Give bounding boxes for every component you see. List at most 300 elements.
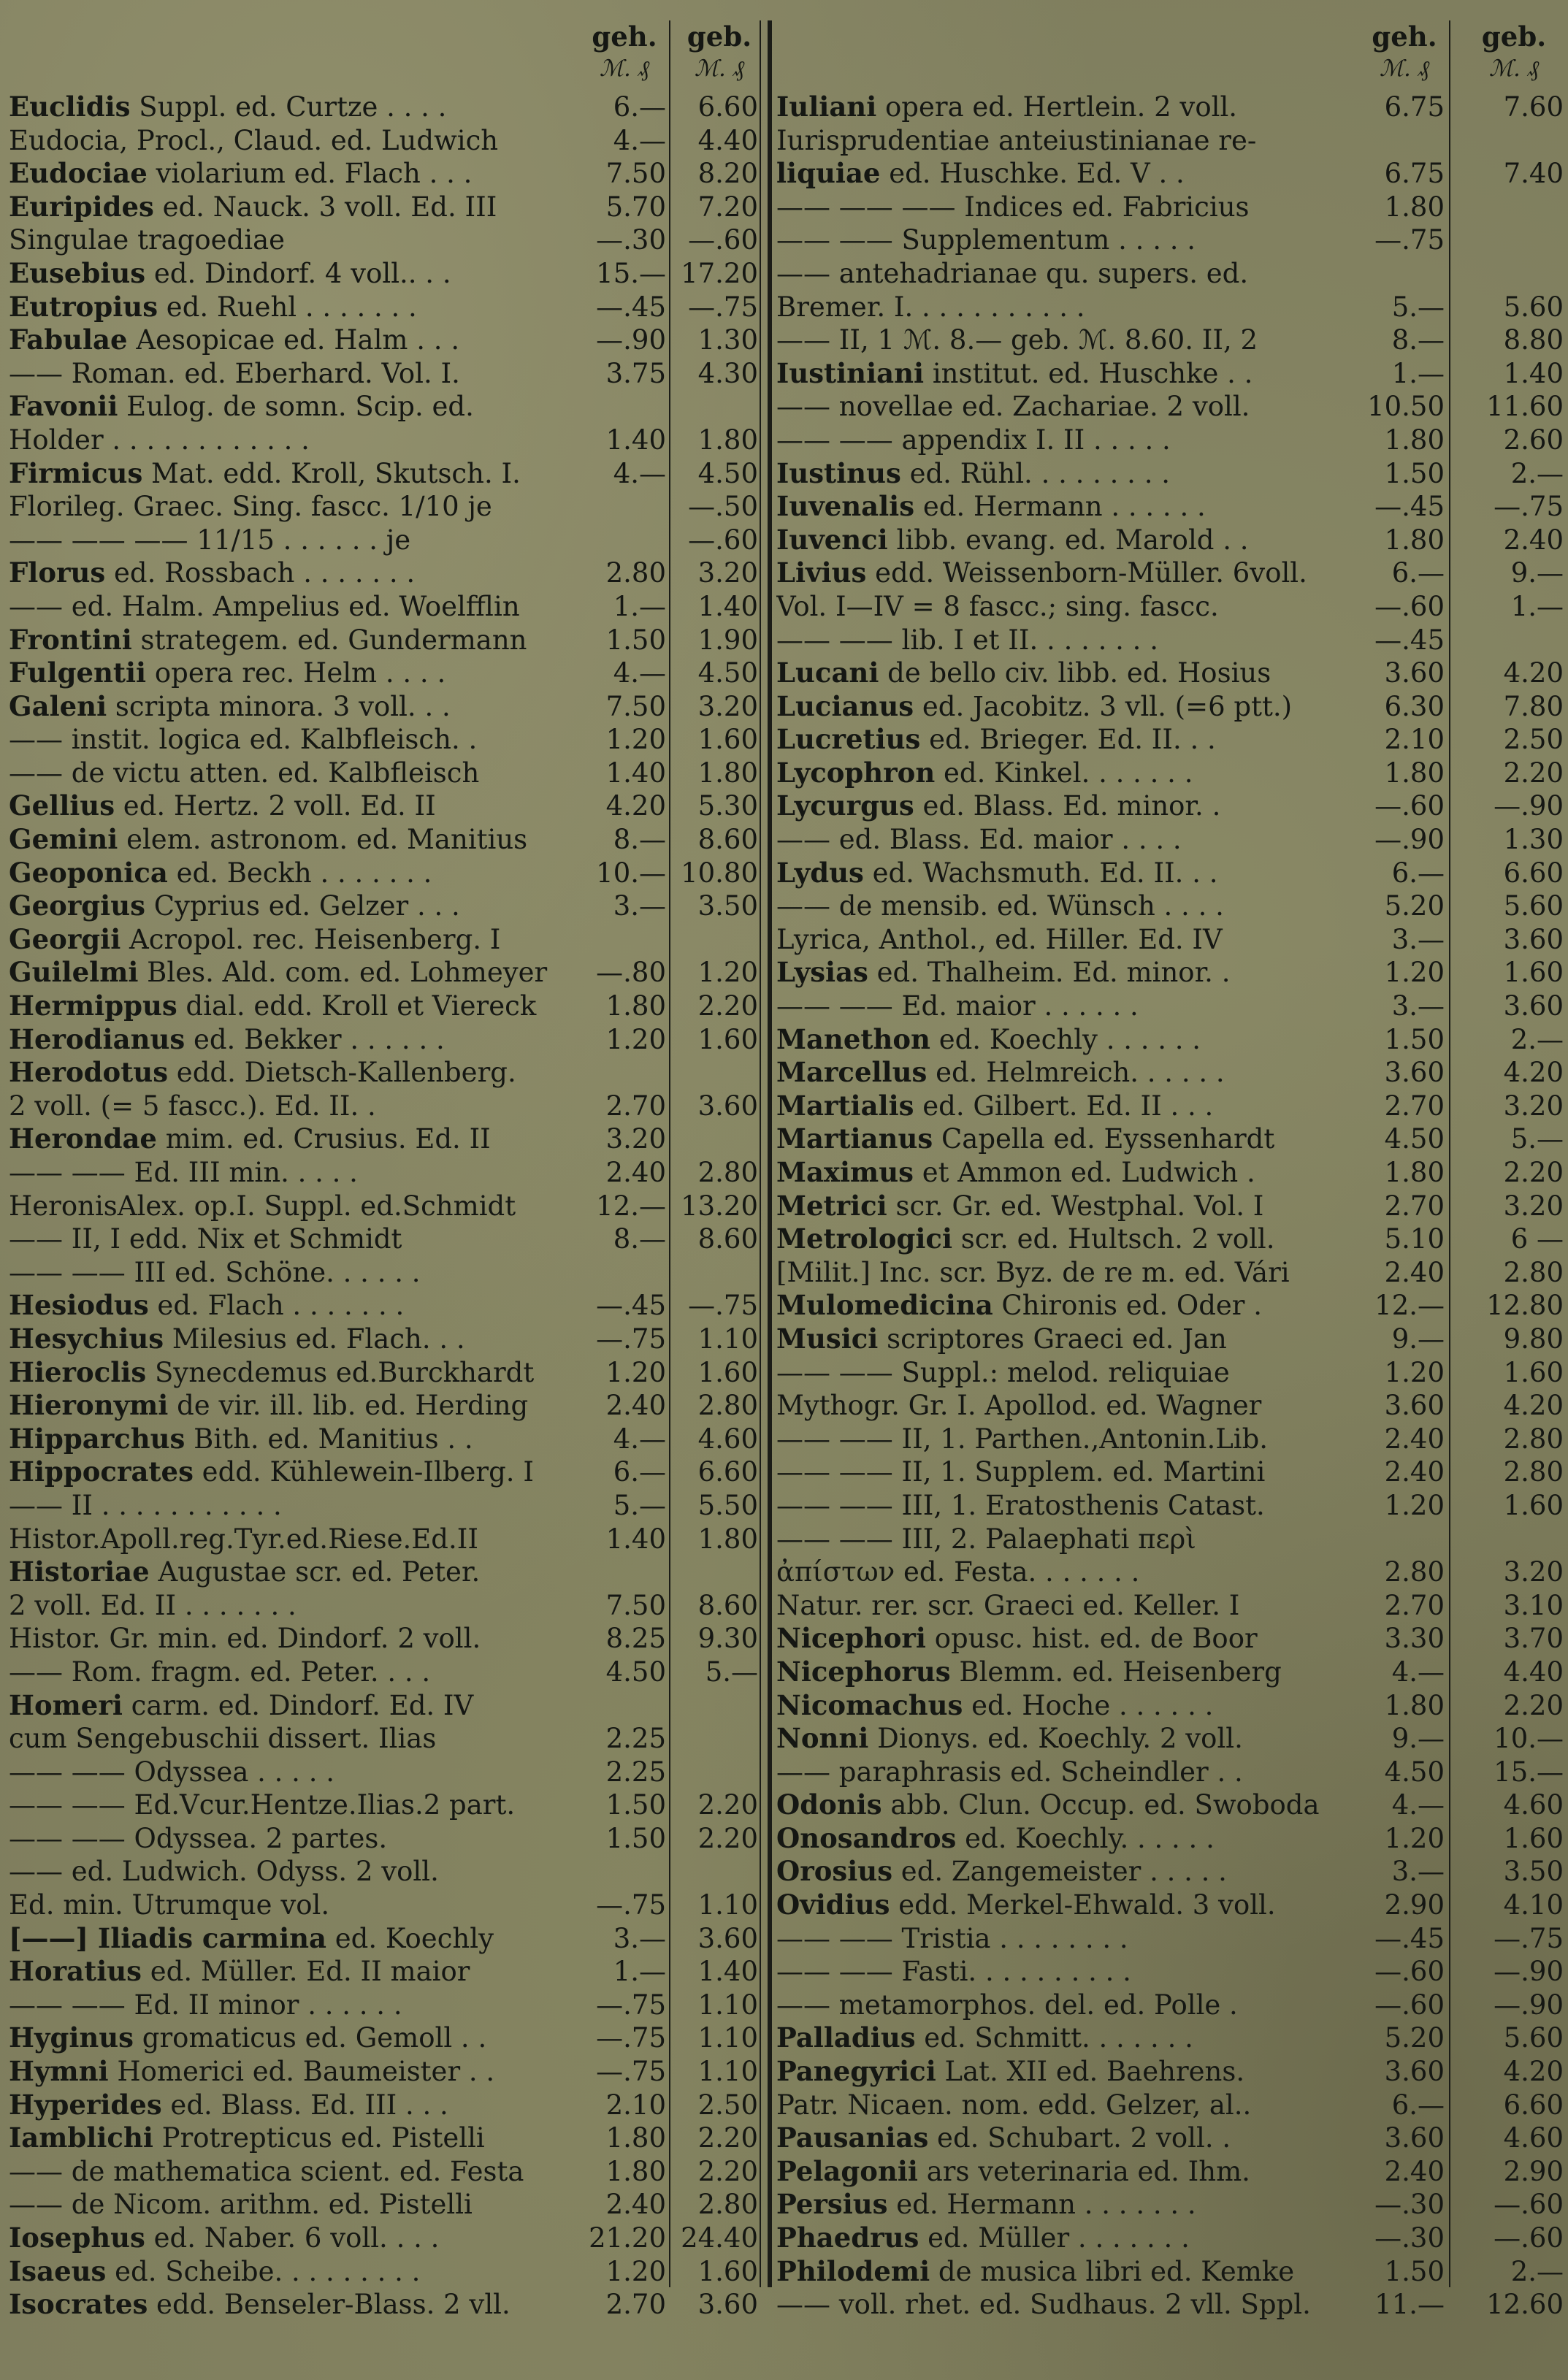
price-geb: 2.20 xyxy=(697,990,758,1022)
price-geb: —.75 xyxy=(1494,491,1564,523)
book-entry: Lucani de bello civ. libb. ed. Hosius xyxy=(776,657,1271,689)
price-geb: 10.80 xyxy=(681,857,758,889)
price-geh: 10.50 xyxy=(1367,391,1445,423)
price-geb: 2.20 xyxy=(697,2155,758,2187)
book-entry: Favonii Eulog. de somn. Scip. ed. xyxy=(9,390,474,423)
price-geb: 2.80 xyxy=(1503,1256,1564,1288)
price-geb: 3.60 xyxy=(697,2289,758,2321)
price-geb: 1.60 xyxy=(1503,1489,1564,1521)
price-geh: 1.80 xyxy=(1384,757,1445,789)
book-entry: Hippocrates edd. Kühlewein-Ilberg. I xyxy=(9,1455,534,1488)
price-geb: —.75 xyxy=(1494,1922,1564,1954)
catalog-row xyxy=(0,1822,767,1856)
left-price-list xyxy=(0,91,767,2322)
book-entry: Fulgentii opera rec. Helm . . . . xyxy=(9,657,446,689)
price-geh: 1.40 xyxy=(605,1523,666,1555)
price-geb: 2.50 xyxy=(697,2089,758,2121)
book-entry: Eusebius ed. Dindorf. 4 voll.. . . xyxy=(9,256,451,289)
price-geb: —.90 xyxy=(1494,1989,1564,2021)
catalog-row xyxy=(0,823,767,857)
price-geb: 4.60 xyxy=(697,1423,758,1455)
book-entry: —— —— III, 1. Eratosthenis Catast. xyxy=(776,1489,1265,1521)
catalog-row xyxy=(0,1222,767,1256)
price-geb: 6.60 xyxy=(697,91,758,123)
price-geb: —.75 xyxy=(688,291,758,323)
price-geb: 8.80 xyxy=(1503,324,1564,356)
catalog-row xyxy=(0,191,767,224)
price-geb: 2.80 xyxy=(1503,1423,1564,1455)
price-geh: 3.60 xyxy=(1384,1390,1445,1422)
price-geh: 21.20 xyxy=(589,2222,666,2254)
price-geb: 8.60 xyxy=(697,824,758,856)
price-geh: 2.40 xyxy=(1384,2155,1445,2187)
price-geb: 2.80 xyxy=(697,2189,758,2221)
price-geb: —.50 xyxy=(688,491,758,523)
price-geb: 4.20 xyxy=(1503,657,1564,689)
catalog-row xyxy=(0,1622,767,1656)
catalog-row xyxy=(773,2288,1568,2322)
catalog-row xyxy=(0,2021,767,2055)
book-entry: —— novellae ed. Zachariae. 2 voll. xyxy=(776,391,1250,423)
price-geh: 2.90 xyxy=(1384,1889,1445,1921)
book-entry: Phaedrus ed. Müller . . . . . . . xyxy=(776,2222,1190,2254)
book-entry: Singulae tragoediae xyxy=(9,224,286,256)
book-entry: Eudocia, Procl., Claud. ed. Ludwich xyxy=(9,124,499,156)
price-geh: —.45 xyxy=(596,291,666,323)
price-geh: 6.75 xyxy=(1384,91,1445,123)
price-geh: 2.25 xyxy=(605,1723,666,1755)
price-geh: 5.— xyxy=(1391,291,1445,323)
price-geb: —.60 xyxy=(688,224,758,256)
book-entry: Histor.Apoll.reg.Tyr.ed.Riese.Ed.II xyxy=(9,1523,478,1555)
price-geh: 1.50 xyxy=(605,624,666,656)
catalog-row xyxy=(0,1090,767,1123)
book-entry: Metrologici scr. ed. Hultsch. 2 voll. xyxy=(776,1222,1275,1255)
right-price-divider xyxy=(1449,20,1450,2287)
book-entry: Frontini strategem. ed. Gundermann xyxy=(9,623,527,656)
book-entry: Musici scriptores Graeci ed. Jan xyxy=(776,1322,1227,1355)
catalog-row xyxy=(0,1156,767,1190)
book-entry: Nicephorus Blemm. ed. Heisenberg xyxy=(776,1655,1282,1688)
price-geb: 4.30 xyxy=(697,357,758,389)
price-geb: 1.60 xyxy=(697,2255,758,2287)
book-entry: Hymni Homerici ed. Baumeister . . xyxy=(9,2055,495,2088)
price-geh: 5.10 xyxy=(1384,1223,1445,1255)
price-geh: 2.40 xyxy=(1384,1256,1445,1288)
price-geh: 4.— xyxy=(613,124,666,156)
book-entry: Guilelmi Bles. Ald. com. ed. Lohmeyer xyxy=(9,956,548,989)
book-entry: Hyginus gromaticus ed. Gemoll . . xyxy=(9,2021,487,2054)
book-entry: —— —— appendix I. II . . . . . xyxy=(776,424,1171,456)
price-geh: 8.25 xyxy=(605,1623,666,1655)
book-entry: Lyrica, Anthol., ed. Hiller. Ed. IV xyxy=(776,923,1223,955)
book-entry: Bremer. I. . . . . . . . . . . xyxy=(776,291,1085,323)
book-entry: —— —— —— 11/15 . . . . . . je xyxy=(9,524,411,556)
price-geb: 1.60 xyxy=(1503,1822,1564,1854)
price-geb: 1.60 xyxy=(1503,1356,1564,1388)
book-entry: Galeni scripta minora. 3 voll. . . xyxy=(9,689,451,722)
price-geb: 4.50 xyxy=(697,457,758,489)
price-geb: 5.50 xyxy=(697,1489,758,1521)
price-geh: 3.— xyxy=(613,1922,666,1954)
price-geh: —.45 xyxy=(596,1290,666,1322)
catalog-row xyxy=(0,524,767,557)
price-geb: 1.40 xyxy=(1503,357,1564,389)
book-entry: Firmicus Mat. edd. Kroll, Skutsch. I. xyxy=(9,456,521,489)
price-geh: 4.— xyxy=(613,1423,666,1455)
catalog-row xyxy=(0,490,767,524)
price-geb: 1.— xyxy=(1510,590,1564,622)
catalog-row xyxy=(0,324,767,357)
catalog-row xyxy=(0,590,767,624)
book-entry: Panegyrici Lat. XII ed. Baehrens. xyxy=(776,2055,1245,2088)
price-geb: 7.20 xyxy=(697,191,758,223)
catalog-row xyxy=(0,1256,767,1290)
book-entry: Florus ed. Rossbach . . . . . . . xyxy=(9,556,416,589)
book-entry: Onosandros ed. Koechly. . . . . . xyxy=(776,1821,1215,1854)
book-entry: —— —— lib. I et II. . . . . . . . xyxy=(776,624,1158,656)
book-entry: —— de mathematica scient. ed. Festa xyxy=(9,2155,524,2187)
catalog-row xyxy=(0,257,767,291)
price-geh: 1.50 xyxy=(1384,2255,1445,2287)
book-entry: —— paraphrasis ed. Scheindler . . xyxy=(776,1756,1243,1788)
price-geb: 1.40 xyxy=(697,590,758,622)
book-entry: Geoponica ed. Beckh . . . . . . . xyxy=(9,856,432,889)
price-geh: 1.80 xyxy=(1384,424,1445,456)
price-geh: 1.80 xyxy=(1384,524,1445,556)
price-geh: —.60 xyxy=(1374,1989,1445,2021)
price-geb: 4.50 xyxy=(697,657,758,689)
price-geh: 2.40 xyxy=(605,2189,666,2221)
book-entry: [Milit.] Inc. scr. Byz. de re m. ed. Vári xyxy=(776,1256,1290,1288)
price-geb: —.90 xyxy=(1494,790,1564,822)
book-entry: Lydus ed. Wachsmuth. Ed. II. . . xyxy=(776,856,1218,889)
book-entry: Iustinus ed. Rühl. . . . . . . . . xyxy=(776,456,1170,489)
book-entry: Lucianus ed. Jacobitz. 3 vll. (=6 ptt.) xyxy=(776,689,1293,722)
catalog-row xyxy=(0,2055,767,2089)
book-entry: Iamblichi Protrepticus ed. Pistelli xyxy=(9,2121,485,2154)
price-geb: 3.60 xyxy=(1503,990,1564,1022)
book-entry: —— —— II, 1. Supplem. ed. Martini xyxy=(776,1456,1266,1488)
price-geh: 5.— xyxy=(613,1489,666,1521)
catalog-row xyxy=(0,2089,767,2122)
book-entry: Martianus Capella ed. Eyssenhardt xyxy=(776,1122,1275,1155)
price-geh: 9.— xyxy=(1391,1723,1445,1755)
book-entry: Iosephus ed. Naber. 6 voll. . . . xyxy=(9,2222,440,2254)
book-entry: —— Rom. fragm. ed. Peter. . . . xyxy=(9,1656,431,1688)
book-entry: Livius edd. Weissenborn-Müller. 6voll. xyxy=(776,556,1307,589)
price-geh: 1.80 xyxy=(605,2155,666,2187)
price-geb: 1.80 xyxy=(697,1523,758,1555)
price-geb: 3.50 xyxy=(1503,1856,1564,1888)
catalog-row xyxy=(0,1889,767,1922)
price-geb: 3.20 xyxy=(697,557,758,589)
price-geh: 4.— xyxy=(1391,1656,1445,1688)
catalog-row xyxy=(0,889,767,923)
price-geb: 2.— xyxy=(1510,1023,1564,1055)
price-geb: 2.20 xyxy=(697,1789,758,1821)
price-geh: 4.— xyxy=(1391,1789,1445,1821)
price-geb: 4.60 xyxy=(1503,1789,1564,1821)
price-geh: —.75 xyxy=(596,2056,666,2088)
catalog-row xyxy=(0,1756,767,1789)
book-entry: —— de victu atten. ed. Kalbfleisch xyxy=(9,757,480,789)
book-entry: Florileg. Graec. Sing. fascc. 1/10 je xyxy=(9,491,492,523)
book-entry: —— —— —— Indices ed. Fabricius xyxy=(776,191,1250,223)
price-geh: 7.50 xyxy=(605,158,666,190)
price-geh: 2.80 xyxy=(1384,1556,1445,1588)
price-geh: 5.20 xyxy=(1384,2022,1445,2054)
book-entry: Herodotus edd. Dietsch-Kallenberg. xyxy=(9,1056,516,1089)
book-entry: —— —— Ed. III min. . . . . xyxy=(9,1157,358,1188)
geb-header: geb. xyxy=(1481,20,1547,53)
price-geb: 15.— xyxy=(1494,1756,1564,1788)
catalog-row xyxy=(0,357,767,391)
book-entry: —— II . . . . . . . . . . . xyxy=(9,1489,282,1521)
geh-currency: ℳ. ₰ xyxy=(1379,56,1430,82)
price-geh: —.45 xyxy=(1374,491,1445,523)
catalog-row xyxy=(0,1489,767,1523)
book-entry: Iuvenalis ed. Hermann . . . . . . xyxy=(776,490,1206,523)
book-entry: Ed. min. Utrumque vol. xyxy=(9,1889,330,1921)
price-geb: 6.60 xyxy=(1503,2089,1564,2121)
book-entry: liquiae ed. Huschke. Ed. V . . xyxy=(776,157,1185,190)
price-geh: 2.70 xyxy=(1384,1090,1445,1122)
price-geb: 3.20 xyxy=(1503,1090,1564,1122)
price-geb: 8.20 xyxy=(697,158,758,190)
price-geb: 3.70 xyxy=(1503,1623,1564,1655)
price-geb: 2.— xyxy=(1510,457,1564,489)
price-geb: 2.80 xyxy=(697,1157,758,1188)
price-geh: 1.— xyxy=(613,1956,666,1988)
catalog-row xyxy=(0,690,767,724)
book-entry: Hesychius Milesius ed. Flach. . . xyxy=(9,1322,465,1355)
book-entry: Marcellus ed. Helmreich. . . . . . xyxy=(776,1056,1225,1089)
catalog-row xyxy=(0,424,767,457)
price-geh: 2.70 xyxy=(1384,1190,1445,1222)
price-geh: 1.20 xyxy=(605,1023,666,1055)
book-entry: Patr. Nicaen. nom. edd. Gelzer, al.. xyxy=(776,2089,1252,2121)
price-geb: 5.— xyxy=(1510,1123,1564,1155)
price-geb: 5.60 xyxy=(1503,890,1564,922)
price-geb: 4.40 xyxy=(697,124,758,156)
catalog-row xyxy=(0,390,767,424)
book-entry: Euripides ed. Nauck. 3 voll. Ed. III xyxy=(9,190,497,223)
book-entry: Herondae mim. ed. Crusius. Ed. II xyxy=(9,1122,491,1155)
catalog-row xyxy=(0,1289,767,1323)
book-entry: Orosius ed. Zangemeister . . . . . xyxy=(776,1855,1227,1888)
book-entry: —— —— Suppl.: melod. reliquiae xyxy=(776,1356,1230,1388)
price-geh: 1.20 xyxy=(605,1356,666,1388)
price-geb: 4.20 xyxy=(1503,2056,1564,2088)
price-geb: 1.60 xyxy=(697,1023,758,1055)
price-geh: 3.30 xyxy=(1384,1623,1445,1655)
price-geh: 1.20 xyxy=(1384,1822,1445,1854)
catalog-row xyxy=(0,2288,767,2322)
book-entry: Mulomedicina Chironis ed. Oder . xyxy=(776,1289,1263,1322)
catalog-row xyxy=(0,1989,767,2022)
catalog-row xyxy=(0,1689,767,1723)
catalog-row xyxy=(0,1423,767,1456)
price-geh: 1.40 xyxy=(605,757,666,789)
book-entry: —— de Nicom. arithm. ed. Pistelli xyxy=(9,2189,473,2221)
catalog-row xyxy=(0,789,767,823)
catalog-row xyxy=(0,990,767,1023)
price-geb: 3.20 xyxy=(697,690,758,722)
price-geb: 3.20 xyxy=(1503,1190,1564,1222)
price-geh: 1.80 xyxy=(1384,1157,1445,1188)
book-entry: Martialis ed. Gilbert. Ed. II . . . xyxy=(776,1089,1214,1122)
book-entry: Palladius ed. Schmitt. . . . . . . xyxy=(776,2021,1193,2054)
book-entry: Euclidis Suppl. ed. Curtze . . . . xyxy=(9,91,447,123)
price-geh: 6.75 xyxy=(1384,158,1445,190)
price-geh: 2.40 xyxy=(605,1157,666,1188)
book-entry: —— ed. Blass. Ed. maior . . . . xyxy=(776,824,1182,856)
center-column-rule xyxy=(768,20,772,2287)
catalog-row xyxy=(0,1855,767,1889)
catalog-row xyxy=(0,1523,767,1556)
price-geb: 3.60 xyxy=(697,1922,758,1954)
price-geh: 1.20 xyxy=(605,724,666,756)
price-geb: 7.40 xyxy=(1503,158,1564,190)
price-geh: 2.80 xyxy=(605,557,666,589)
price-geb: 2.20 xyxy=(1503,757,1564,789)
price-geb: 6 — xyxy=(1510,1223,1564,1255)
book-entry: Historiae Augustae scr. ed. Peter. xyxy=(9,1556,481,1588)
price-geh: 2.70 xyxy=(605,2289,666,2321)
price-geh: 1.20 xyxy=(1384,957,1445,989)
price-geb: 6.60 xyxy=(697,1456,758,1488)
price-geh: 1.20 xyxy=(1384,1489,1445,1521)
book-entry: Ovidius edd. Merkel-Ehwald. 3 voll. xyxy=(776,1889,1276,1921)
price-geh: 3.60 xyxy=(1384,1057,1445,1089)
price-geb: 2.20 xyxy=(697,1822,758,1854)
book-entry: Isocrates edd. Benseler-Blass. 2 vll. xyxy=(9,2288,510,2321)
book-entry: Pelagonii ars veterinaria ed. Ihm. xyxy=(776,2154,1250,2187)
price-geb: 9.30 xyxy=(697,1623,758,1655)
price-geh: 8.— xyxy=(1391,324,1445,356)
geh-header: geh. xyxy=(592,20,657,53)
price-geh: —.60 xyxy=(1374,790,1445,822)
price-geh: 2.40 xyxy=(1384,1423,1445,1455)
book-entry: —— —— Ed.Vcur.Hentze.Ilias.2 part. xyxy=(9,1789,516,1821)
catalog-row xyxy=(0,1056,767,1090)
price-geh: 1.50 xyxy=(1384,1023,1445,1055)
price-geh: 1.80 xyxy=(1384,191,1445,223)
geb-currency: ℳ. ₰ xyxy=(1488,56,1540,82)
price-geb: 9.— xyxy=(1510,557,1564,589)
catalog-row xyxy=(0,2155,767,2189)
price-geh: 15.— xyxy=(596,257,666,289)
book-entry: Hesiodus ed. Flach . . . . . . . xyxy=(9,1289,405,1322)
catalog-row xyxy=(0,1122,767,1156)
book-entry: —— —— Tristia . . . . . . . . xyxy=(776,1922,1128,1954)
price-geh: 1.— xyxy=(1391,357,1445,389)
price-geh: 4.50 xyxy=(1384,1123,1445,1155)
book-entry: —— —— Odyssea . . . . . xyxy=(9,1756,334,1788)
price-geb: 4.20 xyxy=(1503,1390,1564,1422)
book-entry: Eudociae violarium ed. Flach . . . xyxy=(9,157,473,190)
book-entry: Lucretius ed. Brieger. Ed. II. . . xyxy=(776,723,1216,756)
price-geb: 17.20 xyxy=(681,257,758,289)
catalog-row xyxy=(0,1556,767,1589)
price-geh: 1.80 xyxy=(605,2122,666,2154)
price-geh: 5.20 xyxy=(1384,890,1445,922)
book-entry: —— instit. logica ed. Kalbfleisch. . xyxy=(9,724,478,756)
book-entry: ἀπίστων ed. Festa. . . . . . . xyxy=(776,1556,1140,1588)
book-entry: —— —— Odyssea. 2 partes. xyxy=(9,1822,388,1854)
left-column-rule xyxy=(760,20,761,2287)
price-geb: 24.40 xyxy=(681,2222,758,2254)
price-geh: —.75 xyxy=(596,1323,666,1355)
price-geh: 3.— xyxy=(613,890,666,922)
price-geh: 3.— xyxy=(1391,1856,1445,1888)
book-entry: —— voll. rhet. ed. Sudhaus. 2 vll. Sppl. xyxy=(776,2289,1311,2321)
price-geb: 4.10 xyxy=(1503,1889,1564,1921)
price-geh: 4.— xyxy=(613,457,666,489)
price-geh: 1.20 xyxy=(1384,1356,1445,1388)
price-geb: 1.10 xyxy=(697,2056,758,2088)
catalog-row xyxy=(0,2121,767,2155)
price-geb: —.60 xyxy=(688,524,758,556)
geb-currency: ℳ. ₰ xyxy=(694,56,745,82)
price-geh: 2.10 xyxy=(605,2089,666,2121)
book-entry: Odonis abb. Clun. Occup. ed. Swoboda xyxy=(776,1788,1320,1821)
price-geh: 7.50 xyxy=(605,690,666,722)
book-entry: Iustiniani institut. ed. Huschke . . xyxy=(776,356,1253,389)
catalog-row xyxy=(0,1955,767,1989)
price-geb: 1.80 xyxy=(697,424,758,456)
price-geh: 12.— xyxy=(1374,1290,1445,1322)
price-geb: 2.60 xyxy=(1503,424,1564,456)
price-geb: 1.30 xyxy=(697,324,758,356)
book-entry: Histor. Gr. min. ed. Dindorf. 2 voll. xyxy=(9,1623,481,1655)
price-geh: 4.50 xyxy=(605,1656,666,1688)
book-entry: cum Sengebuschii dissert. Ilias xyxy=(9,1723,437,1755)
book-entry: Holder . . . . . . . . . . . . xyxy=(9,424,310,456)
price-geh: 2.40 xyxy=(605,1390,666,1422)
book-entry: Iuliani opera ed. Hertlein. 2 voll. xyxy=(776,91,1238,123)
price-geb: 12.80 xyxy=(1486,1290,1564,1322)
price-geh: 1.50 xyxy=(1384,457,1445,489)
price-geb: 5.60 xyxy=(1503,2022,1564,2054)
price-geh: —.75 xyxy=(1374,224,1445,256)
catalog-row xyxy=(0,1722,767,1756)
price-geh: —.45 xyxy=(1374,1922,1445,1954)
book-entry: Gemini elem. astronom. ed. Manitius xyxy=(9,823,528,856)
price-geb: 4.60 xyxy=(1503,2122,1564,2154)
geh-header: geh. xyxy=(1372,20,1437,53)
book-entry: Hyperides ed. Blass. Ed. III . . . xyxy=(9,2088,448,2121)
catalog-row xyxy=(0,1190,767,1223)
price-geh: 1.50 xyxy=(605,1789,666,1821)
book-entry: —— —— Ed. II minor . . . . . . xyxy=(9,1989,402,2021)
book-entry: Lycurgus ed. Blass. Ed. minor. . xyxy=(776,789,1221,822)
price-geh: 3.60 xyxy=(1384,657,1445,689)
price-geh: 3.— xyxy=(1391,923,1445,955)
price-geb: 11.60 xyxy=(1486,391,1564,423)
price-geb: 2.40 xyxy=(1503,524,1564,556)
price-geh: 2.25 xyxy=(605,1756,666,1788)
book-entry: —— II, 1 ℳ. 8.— geb. ℳ. 8.60. II, 2 xyxy=(776,324,1258,356)
catalog-row xyxy=(0,757,767,790)
price-geb: 2.90 xyxy=(1503,2155,1564,2187)
book-entry: Mythogr. Gr. I. Apollod. ed. Wagner xyxy=(776,1390,1262,1422)
catalog-row xyxy=(0,1323,767,1356)
price-geb: 7.60 xyxy=(1503,91,1564,123)
catalog-row xyxy=(0,124,767,158)
catalog-row xyxy=(0,457,767,491)
